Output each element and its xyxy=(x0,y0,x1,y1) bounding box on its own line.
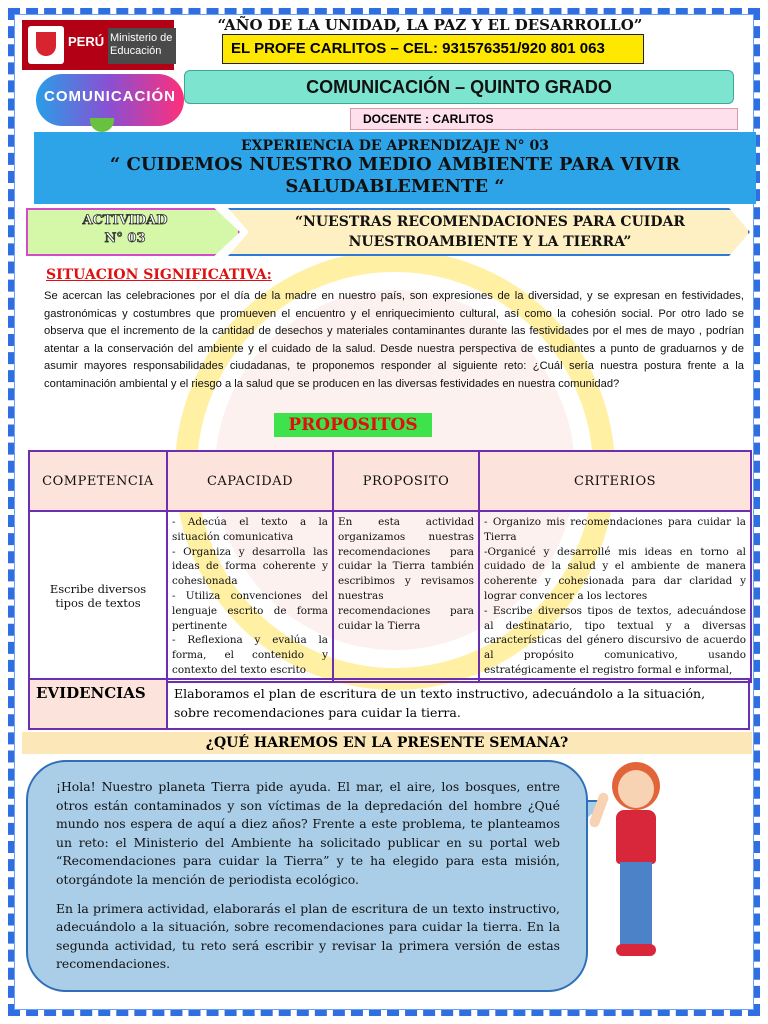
semana-title: ¿QUÉ HAREMOS EN LA PRESENTE SEMANA? xyxy=(22,732,752,754)
capacidad-item: - Utiliza convenciones del lenguaje escrito de forma pertinente xyxy=(172,589,328,632)
logo-peru-text: PERÚ xyxy=(68,34,105,49)
capacidad-item: - Organiza y desarrolla las ideas de forma coherente y cohesionada xyxy=(172,545,328,588)
actividad-label xyxy=(70,212,180,248)
girl-illustration-icon xyxy=(598,762,688,982)
table-row xyxy=(29,511,751,682)
header-criterios: CRITERIOS xyxy=(479,451,751,511)
criterio-item: - Escribe diversos tipos de textos, adecuándose al destinatario, tipo textual y a diversas características del género discursivo de acuerdo al propósito comunicativo, usando estratégicamente el registro formal e informal, xyxy=(484,604,746,676)
capacidad-item: - Reflexiona y evalúa la forma, el contenido y contexto del texto escrito xyxy=(172,634,328,676)
experiencia-label: EXPERIENCIA DE APRENDIZAJE N° 03 xyxy=(240,138,550,154)
criterios-cell xyxy=(479,511,751,682)
actividad-title: “NUESTRAS RECOMENDACIONES PARA CUIDAR NUESTROAMBIENTE Y LA TIERRA” xyxy=(295,214,685,250)
peru-shield-icon xyxy=(28,26,64,64)
criterio-item: -Organicé y desarrollé mis ideas en torno al cuidado de la salud y el ambiente de manera coherente y cohesionada para dar claridad y lograr convencer a los lectores xyxy=(484,545,746,602)
year-motto: “AÑO DE LA UNIDAD, LA PAZ Y EL DESARROLLO” xyxy=(217,16,643,34)
propositos-label: PROPOSITOS xyxy=(274,413,432,437)
girl-legs-icon xyxy=(620,862,652,946)
experiencia-title: “ CUIDEMOS NUESTRO MEDIO AMBIENTE PARA VIVIR SALUDABLEMENTE “ xyxy=(109,154,681,197)
situacion-title: SITUACION SIGNIFICATIVA: xyxy=(46,267,272,283)
logo-ministerio-text: Ministerio de Educación xyxy=(108,28,176,64)
evidencias-text: Elaboramos el plan de escritura de un texto instructivo, adecuándolo a la situación, sobre recomendaciones para cuidar la tierra. xyxy=(166,678,750,730)
actividad-label-line1: ACTIVIDAD xyxy=(82,213,168,228)
header-capacidad: CAPACIDAD xyxy=(167,451,333,511)
docente-label: DOCENTE : CARLITOS xyxy=(350,108,738,130)
speech-bubble xyxy=(26,760,588,992)
capacidad-cell xyxy=(167,511,333,682)
competencias-table xyxy=(28,450,752,683)
girl-shoe-icon xyxy=(616,944,656,956)
actividad-label-line2: N° 03 xyxy=(104,231,146,246)
bubble-paragraph-2: En la primera actividad, elaborarás el plan de escritura de un texto instructivo, adecuándolo a la situación, sobre recomendaciones para cuidar la tierra. En la segunda actividad, tu reto será escribir y revisar la primera versión de estas recomendaciones. xyxy=(56,900,560,972)
comunicacion-logo-text: COMUNICACIÓN xyxy=(44,88,176,105)
situacion-text: Se acercan las celebraciones por el día de la madre en nuestro país, son expresiones de la diversidad, y se expresan en festividades, gastronómicas y costumbres que promueven el encuentro y el enriquecimiento cultural, así como la cohesión social. Por otro lado se observa que el incremento de la cantidad de desechos y materiales contaminantes durante las festividades por el mes de mayo , podrían atentar a la conservación del ambiente y el cuidado de la salud. Desde nuestra perspectiva de estudiantes a punto de graduarnos y de asumir mayores responsabilidades ciudadanas, te proponemos responder al siguiente reto: ¿Cuál sería nuestra postura frente a la contaminación ambiental y el riesgo a la salud que se producen en las diversas festividades en nuestra comunidad? xyxy=(44,290,744,390)
competencia-cell: Escribe diversos tipos de textos xyxy=(29,511,167,682)
header-competencia: COMPETENCIA xyxy=(29,451,167,511)
girl-body-icon xyxy=(616,810,656,864)
capacidad-item: - Adecúa el texto a la situación comunicativa xyxy=(172,516,328,543)
evidencias-row xyxy=(28,678,750,730)
bubble-paragraph-1: ¡Hola! Nuestro planeta Tierra pide ayuda. El mar, el aire, los bosques, entre otros están contaminados y son víctimas de la depredación del hombre ¿Qué mundo nos espera de aquí a diez años? Frente a este problema, te planteamos un reto: el Ministerio del Ambiente ha solicitado publicar en su portal web “Recomendaciones para cuidar la Tierra” y te ha elegido para esta misión, otorgándote la mención de periodista ecológico. xyxy=(56,779,560,887)
author-contact: EL PROFE CARLITOS – CEL: 931576351/920 801 063 xyxy=(222,34,644,64)
area-title: COMUNICACIÓN – QUINTO GRADO xyxy=(184,70,734,104)
minedu-logo xyxy=(22,20,174,70)
criterio-item: - Organizo mis recomendaciones para cuidar la Tierra xyxy=(484,516,746,543)
header-proposito: PROPOSITO xyxy=(333,451,479,511)
proposito-text: En esta actividad organizamos nuestras recomendaciones para cuidar la Tierra también escribimos y revisamos nuestras recomendaciones para cuidar la Tierra xyxy=(338,516,474,632)
proposito-cell xyxy=(333,511,479,682)
evidencias-label: EVIDENCIAS xyxy=(28,678,168,730)
girl-face-icon xyxy=(618,770,654,808)
experiencia-banner xyxy=(34,132,756,204)
table-header-row xyxy=(29,451,751,511)
